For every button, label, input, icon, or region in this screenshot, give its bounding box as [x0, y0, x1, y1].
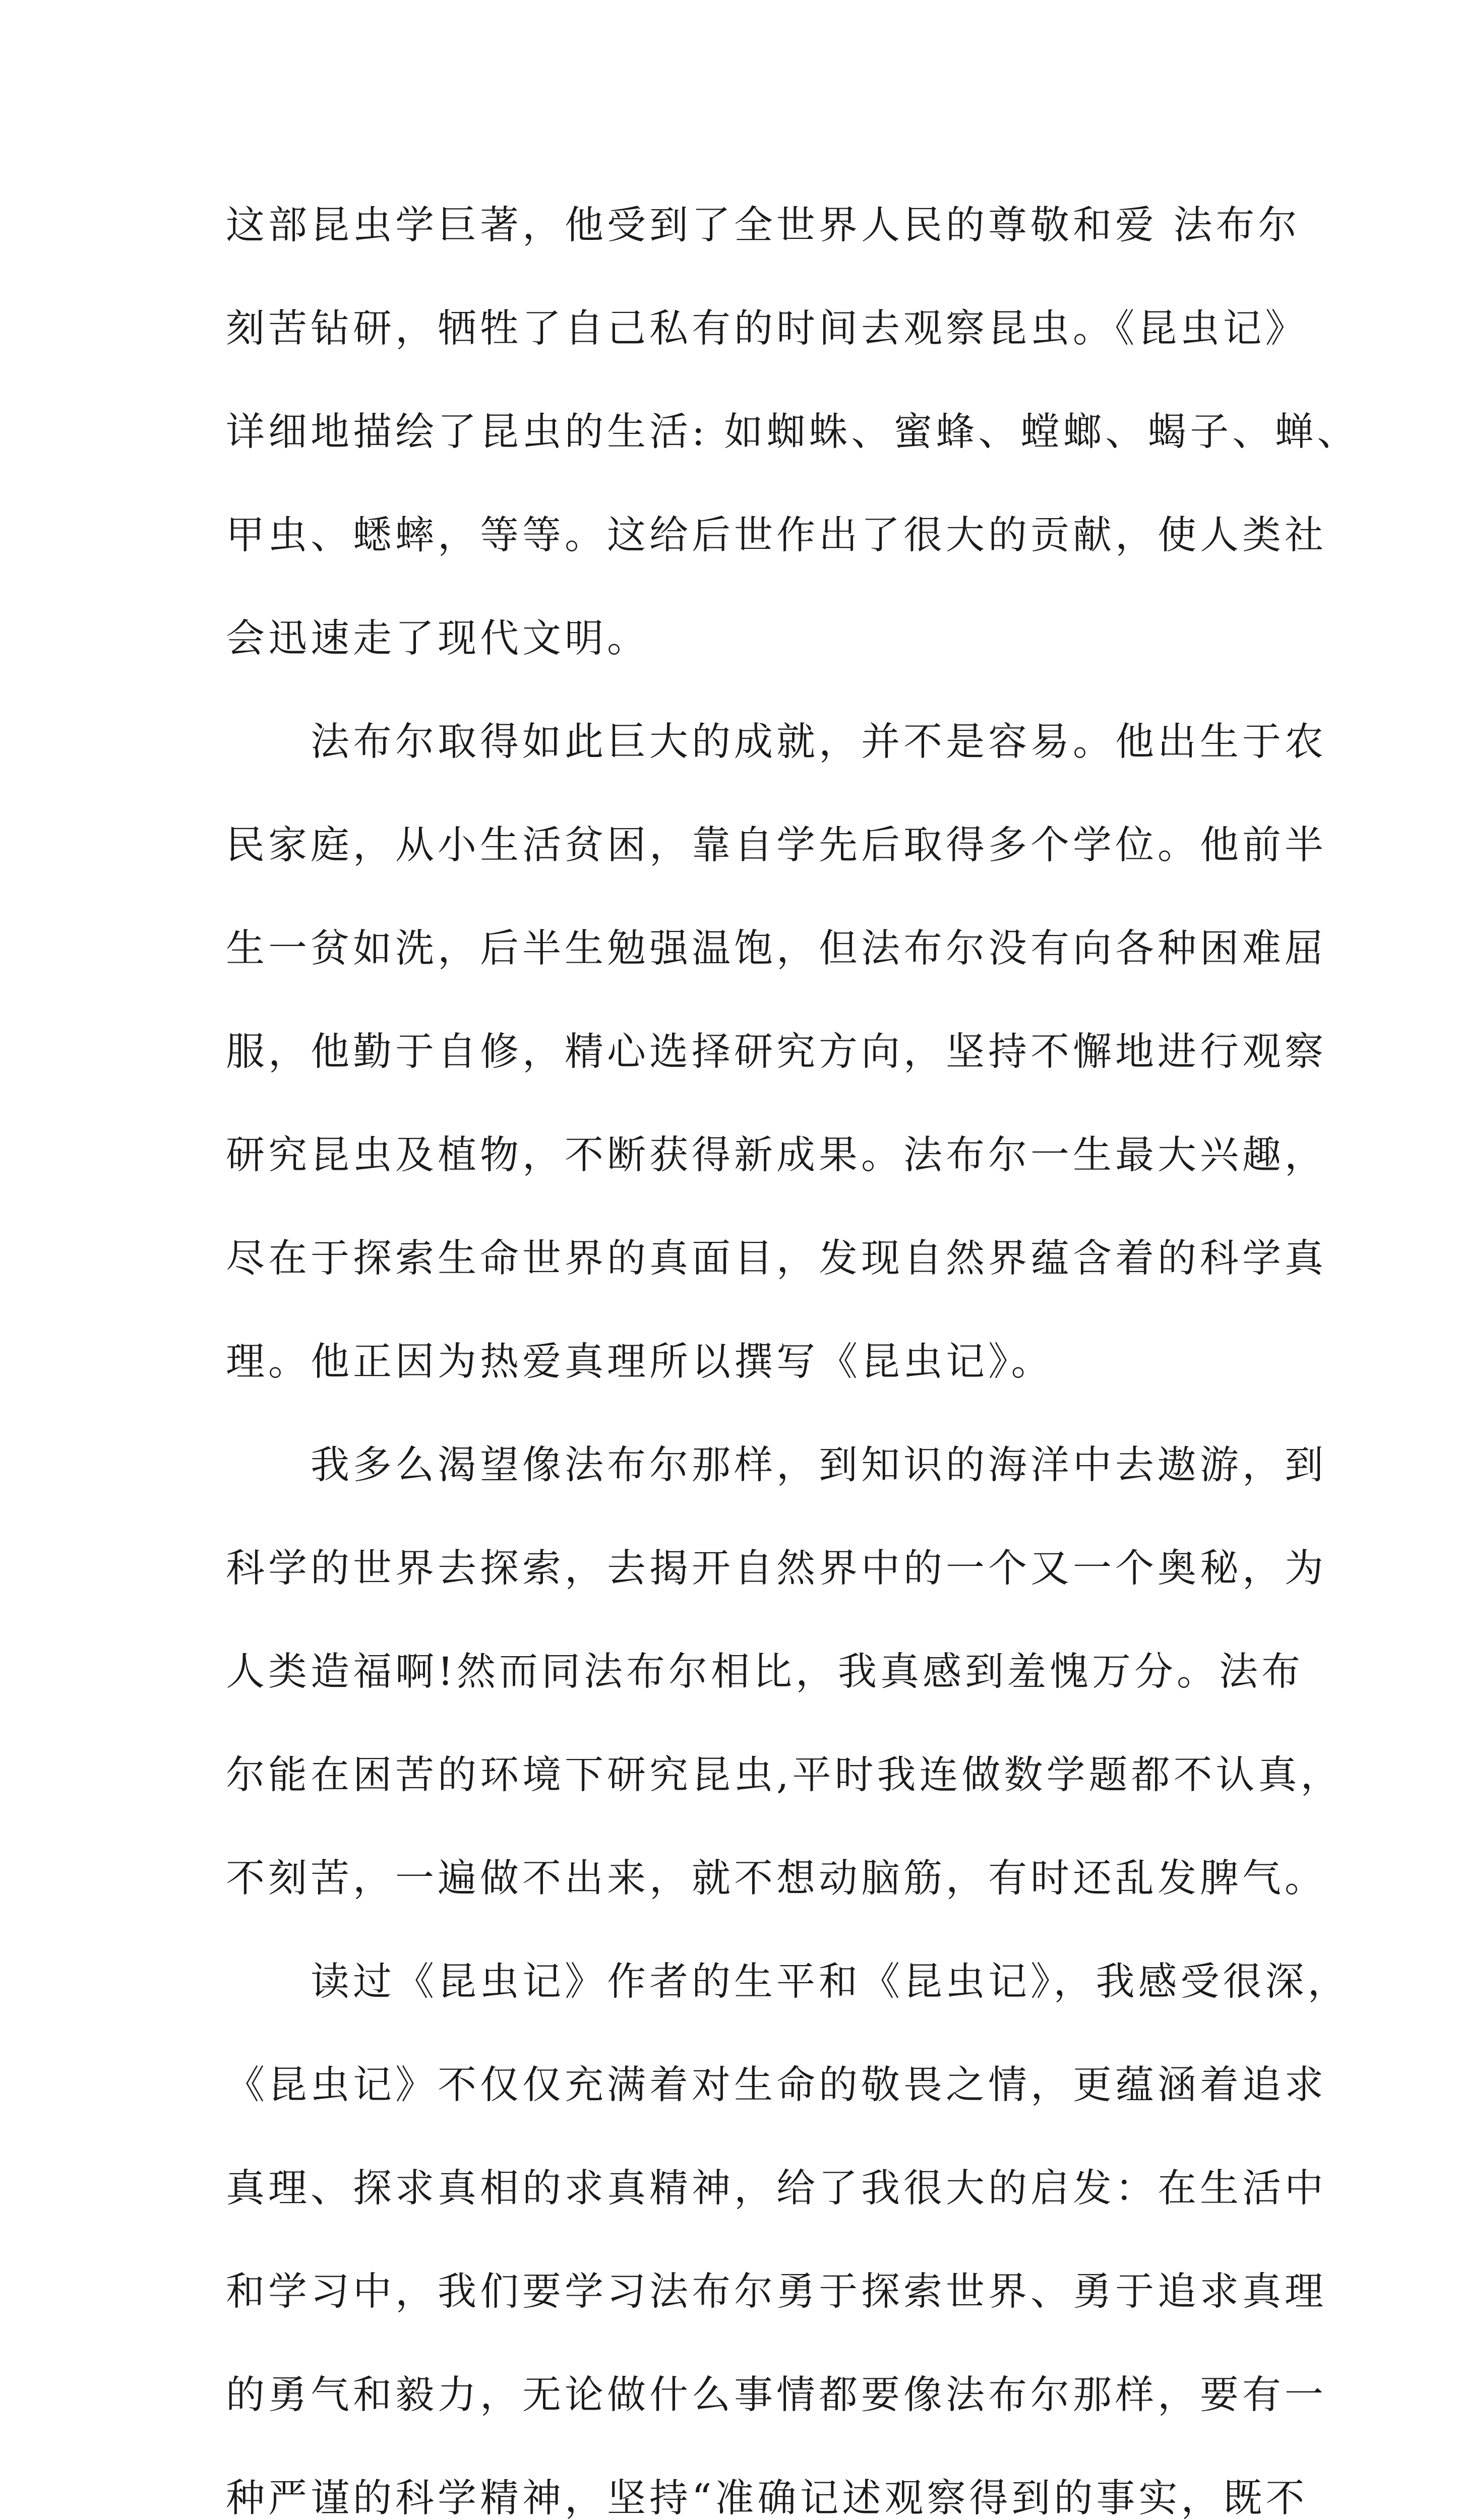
- text-line: 尽在于探索生命世界的真面目，发现自然界蕴含着的科学真: [226, 1236, 1327, 1281]
- text-line: 法布尔取得如此巨大的成就，并不是容易。他出生于农: [226, 720, 1327, 765]
- text-line: 会迅速走了现代文明。: [226, 616, 649, 661]
- text-line: 和学习中，我们要学习法布尔勇于探索世界、勇于追求真理: [226, 2270, 1327, 2314]
- text-line: 科学的世界去探索，去揭开自然界中的一个又一个奥秘，为: [226, 1546, 1327, 1591]
- text-line: 读过《昆虫记》作者的生平和《昆虫记》，我感受很深，: [226, 1960, 1350, 2004]
- text-line: 研究昆虫及植物，不断获得新成果。法布尔一生最大兴趣，: [226, 1133, 1327, 1178]
- text-line: 这部昆虫学巨著，他受到了全世界人民的尊敬和爱 法布尔: [226, 203, 1301, 248]
- text-line: 《昆虫记》不仅仅充满着对生命的敬畏之情，更蕴涵着追求: [226, 2063, 1327, 2108]
- text-line: 刻苦钻研，牺牲了自己私有的时间去观察昆虫。《昆虫记》: [226, 306, 1308, 351]
- text-line: 人类造福啊!然而同法布尔相比，我真感到羞愧万分。法布: [226, 1650, 1304, 1694]
- text-line: 真理、探求真相的求真精神，给了我很大的启发：在生活中: [226, 2166, 1327, 2211]
- body-text: [226, 174, 1360, 2520]
- text-line: 服，他勤于自修，精心选择研究方向，坚持不懈地进行观察: [226, 1030, 1327, 1075]
- text-line: 不刻苦，一遍做不出来，就不想动脑筋，有时还乱发脾气。: [226, 1856, 1327, 1901]
- text-line: 生一贫如洗，后半生勉强温饱，但法布尔没有向各种困难屈: [226, 926, 1327, 971]
- text-line: 甲虫、蟋蟀，等等。这给后世作出了很大的贡献，使人类社: [226, 513, 1327, 558]
- text-line: 尔能在困苦的环境下研究昆虫,平时我连做数学题都不认真，: [226, 1753, 1343, 1798]
- text-line: 的勇气和毅力，无论做什么事情都要像法布尔那样，要有一: [226, 2373, 1327, 2418]
- text-line: 种严谨的科学精神，坚持“准确记述观察得到的事实，既不: [226, 2476, 1308, 2520]
- text-line: 理。他正因为热爱真理所以撰写《昆虫记》。: [226, 1340, 1054, 1384]
- text-line: 详细地描绘了昆虫的生活: 如蜘蛛、蜜蜂、螳螂、蝎子、蝉、: [226, 410, 1360, 455]
- text-line: 我多么渴望像法布尔那样，到知识的海洋中去遨游，到: [226, 1443, 1327, 1488]
- text-line: 民家庭，从小生活贫困，靠自学先后取得多个学位。他前半: [226, 823, 1327, 868]
